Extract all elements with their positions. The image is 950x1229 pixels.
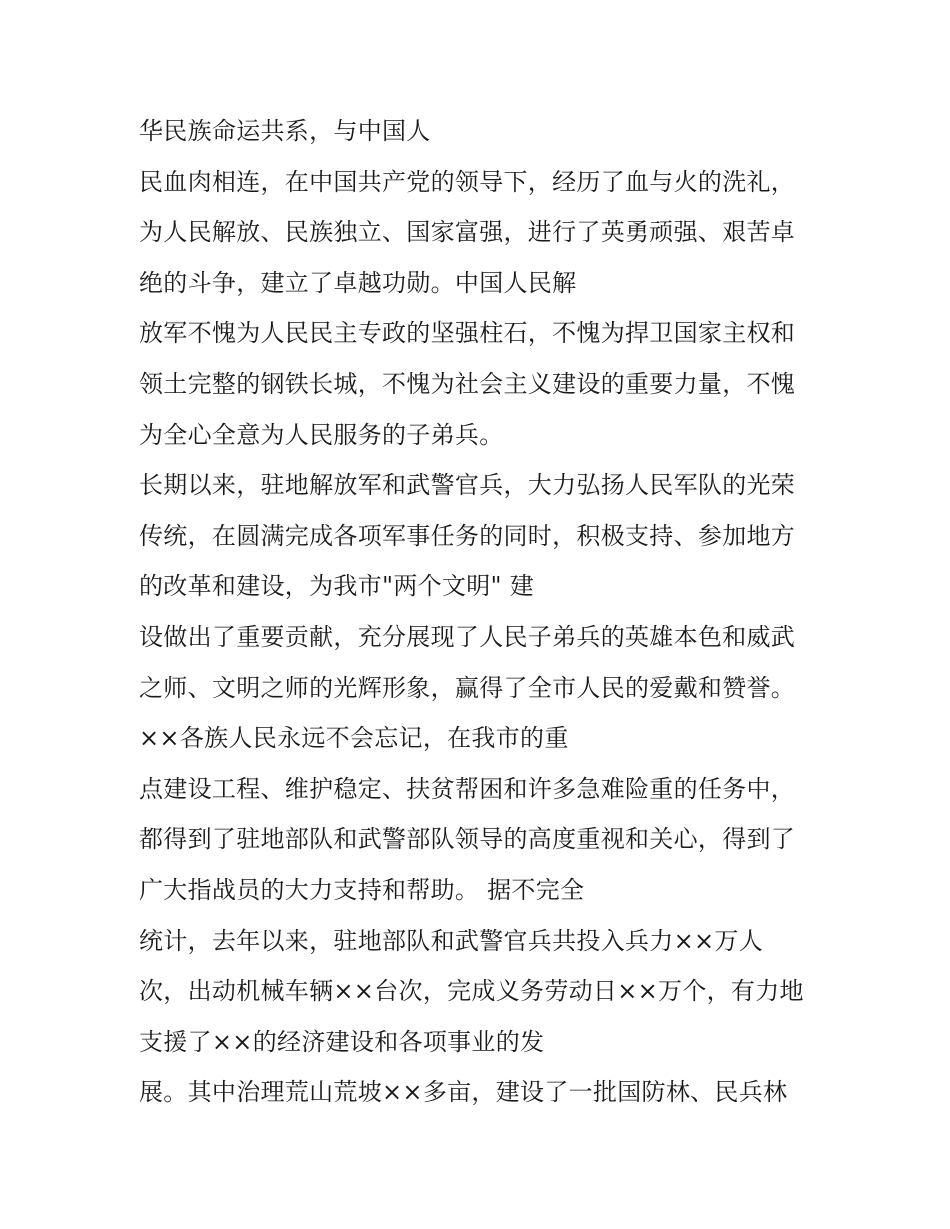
text-line: 的改革和建设，为我市"两个文明" 建 bbox=[139, 572, 535, 601]
text-line: ××各族人民永远不会忘记，在我市的重 bbox=[139, 724, 569, 753]
text-line: 传统，在圆满完成各项军事任务的同时，积极支持、参加地方 bbox=[139, 521, 796, 550]
text-line: 支援了××的经济建设和各项事业的发 bbox=[139, 1027, 545, 1056]
text-line: 设做出了重要贡献，充分展现了人民子弟兵的英雄本色和威武 bbox=[139, 622, 796, 651]
text-line: 长期以来，驻地解放军和武警官兵，大力弘扬人民军队的光荣 bbox=[139, 471, 796, 500]
text-line: 次，出动机械车辆××台次，完成义务劳动日××万个，有力地 bbox=[139, 977, 804, 1006]
text-line: 绝的斗争，建立了卓越功勋。中国人民解 bbox=[139, 268, 577, 297]
text-line: 华民族命运共系，与中国人 bbox=[139, 117, 431, 145]
text-line: 点建设工程、维护稳定、扶贫帮困和许多急难险重的任务中， bbox=[139, 774, 796, 803]
body-text bbox=[139, 106, 819, 1118]
text-line: 为全心全意为人民服务的子弟兵。 bbox=[139, 420, 504, 449]
text-line: 之师、文明之师的光辉形象，赢得了全市人民的爱戴和赞誉。 bbox=[139, 673, 796, 702]
text-line: 民血肉相连，在中国共产党的领导下，经历了血与火的洗礼， bbox=[139, 167, 796, 196]
text-line: 放军不愧为人民民主专政的坚强柱石，不愧为捍卫国家主权和 bbox=[139, 319, 796, 348]
text-line: 领土完整的钢铁长城，不愧为社会主义建设的重要力量，不愧 bbox=[139, 369, 796, 398]
text-line: 展。其中治理荒山荒坡××多亩，建设了一批国防林、民兵林 bbox=[139, 1078, 788, 1107]
text-line: 广大指战员的大力支持和帮助。 据不完全 bbox=[139, 875, 585, 904]
text-line: 都得到了驻地部队和武警部队领导的高度重视和关心，得到了 bbox=[139, 825, 796, 854]
text-line: 统计，去年以来，驻地部队和武警官兵共投入兵力××万人 bbox=[139, 926, 764, 955]
text-line: 为人民解放、民族独立、国家富强，进行了英勇顽强、艰苦卓 bbox=[139, 218, 796, 247]
